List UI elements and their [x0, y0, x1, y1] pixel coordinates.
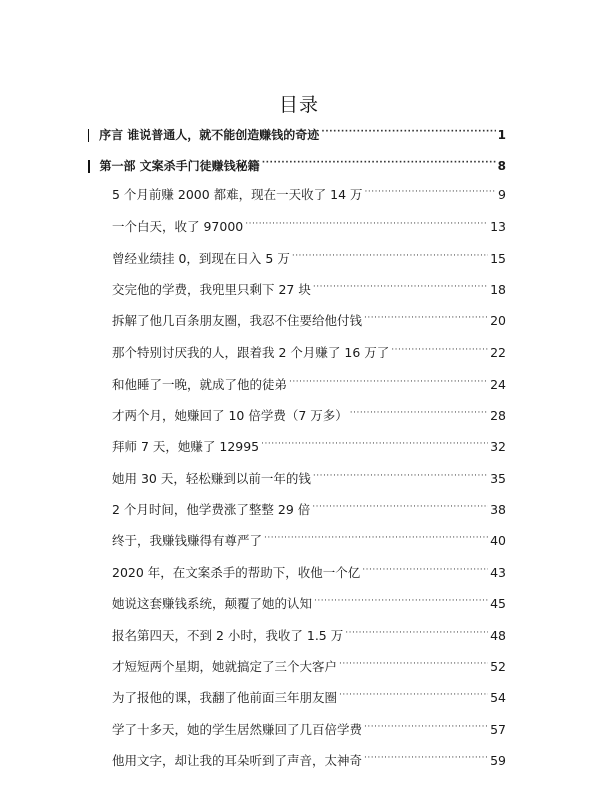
- toc-leader-dots: [321, 123, 495, 144]
- toc-page-number: 28: [490, 408, 506, 423]
- toc-leader-dots: [245, 215, 488, 236]
- toc-leader-dots: [364, 718, 488, 739]
- toc-part-preface[interactable]: [88, 126, 506, 144]
- toc-entry-label: 5 个月前赚 2000 都难，现在一天收了 14 万: [112, 187, 363, 202]
- toc-page-number: 9: [498, 187, 506, 202]
- toc-entry-label: 2020 年，在文案杀手的帮助下，收他一个亿: [112, 565, 361, 580]
- toc-chapter-entry[interactable]: [112, 721, 506, 739]
- toc-chapter-entry[interactable]: [112, 532, 506, 550]
- toc-leader-dots: [339, 655, 488, 676]
- toc-entry-label: 报名第四天，不到 2 小时，我收了 1.5 万: [112, 628, 344, 643]
- toc-page-number: 59: [490, 753, 506, 768]
- toc-entry-label: 他用文字，却让我的耳朵听到了声音，太神奇: [112, 753, 363, 768]
- toc-leader-dots: [314, 592, 488, 613]
- toc-chapter-entry[interactable]: [112, 595, 506, 613]
- toc-entry-label: 拜师 7 天，她赚了 12995: [112, 439, 260, 454]
- toc-page-number: 54: [490, 690, 506, 705]
- toc-leader-dots: [261, 435, 488, 456]
- toc-leader-dots: [289, 373, 488, 394]
- toc-leader-dots: [364, 309, 488, 330]
- toc-chapter-entry[interactable]: [112, 438, 506, 456]
- toc-leader-dots: [364, 749, 488, 770]
- toc-leader-dots: [312, 498, 488, 519]
- toc-chapter-entry[interactable]: [112, 344, 506, 362]
- toc-page-number: 22: [490, 345, 506, 360]
- toc-entry-label: 才短短两个星期，她就搞定了三个大客户: [112, 659, 338, 674]
- toc-chapter-entry[interactable]: [112, 564, 506, 582]
- toc-page-number: 13: [490, 219, 506, 234]
- toc-leader-dots: [313, 278, 488, 299]
- toc-page-number: 20: [490, 313, 506, 328]
- toc-entry-label: 那个特别讨厌我的人，跟着我 2 个月赚了 16 万了: [112, 345, 390, 360]
- toc-chapter-entry[interactable]: [112, 250, 506, 268]
- toc-part-one[interactable]: [88, 157, 506, 175]
- toc-page-number: 52: [490, 659, 506, 674]
- toc-entry-label: 她说这套赚钱系统，颠覆了她的认知: [112, 596, 313, 611]
- toc-page-number: 15: [490, 251, 506, 266]
- toc-chapter-entry[interactable]: [112, 186, 506, 204]
- toc-page-number: 24: [490, 377, 506, 392]
- toc-chapter-entry[interactable]: [112, 752, 506, 770]
- toc-leader-dots: [365, 183, 497, 204]
- toc-chapter-entry[interactable]: [112, 407, 506, 425]
- toc-leader-dots: [345, 624, 488, 645]
- toc-page-number: 35: [490, 471, 506, 486]
- toc-leader-dots: [339, 686, 488, 707]
- toc-entry-label: 终于，我赚钱赚得有尊严了: [112, 533, 263, 548]
- toc-entry-label: 一个白天，收了 97000: [112, 219, 244, 234]
- toc-page-number: 57: [490, 722, 506, 737]
- toc-entry-label: 交完他的学费，我兜里只剩下 27 块: [112, 282, 311, 297]
- toc-entry-label: 序言 谁说普通人，就不能创造赚钱的奇迹: [99, 128, 320, 142]
- toc-leader-dots: [362, 561, 488, 582]
- toc-entry-label: 第一部 文案杀手门徒赚钱秘籍: [99, 159, 260, 173]
- toc-leader-dots: [264, 529, 488, 550]
- toc-page-number: 43: [490, 565, 506, 580]
- toc-chapter-entry[interactable]: [112, 376, 506, 394]
- toc-page-number: 48: [490, 628, 506, 643]
- toc-chapter-entry[interactable]: [112, 627, 506, 645]
- toc-page-number: 38: [490, 502, 506, 517]
- toc-chapter-entry[interactable]: [112, 501, 506, 519]
- toc-page-number: 1: [497, 128, 506, 142]
- toc-entry-label: 她用 30 天，轻松赚到以前一年的钱: [112, 471, 311, 486]
- toc-leader-dots: [292, 247, 488, 268]
- toc-page-number: 40: [490, 533, 506, 548]
- toc-entry-label: 拆解了他几百条朋友圈，我忍不住要给他付钱: [112, 313, 363, 328]
- toc-leader-dots: [262, 154, 496, 175]
- toc-leader-dots: [391, 341, 488, 362]
- toc-chapter-entry[interactable]: [112, 470, 506, 488]
- toc-entry-label: 2 个月时间，他学费涨了整整 29 倍: [112, 502, 311, 517]
- toc-page-number: 45: [490, 596, 506, 611]
- toc-entry-label: 学了十多天，她的学生居然赚回了几百倍学费: [112, 722, 363, 737]
- toc-chapter-entry[interactable]: [112, 218, 506, 236]
- toc-chapter-entry[interactable]: [112, 658, 506, 676]
- toc-chapter-entry[interactable]: [112, 689, 506, 707]
- toc-page-number: 32: [490, 439, 506, 454]
- toc-chapter-entry[interactable]: [112, 281, 506, 299]
- toc-leader-dots: [350, 404, 488, 425]
- toc-entry-label: 为了报他的课，我翻了他前面三年朋友圈: [112, 690, 338, 705]
- page-title: 目录: [278, 94, 319, 116]
- section-bar-marker: [88, 160, 90, 173]
- section-bar-marker: [88, 129, 89, 142]
- toc-leader-dots: [313, 467, 488, 488]
- toc-entry-label: 才两个月，她赚回了 10 倍学费（7 万多）: [112, 408, 348, 423]
- toc-chapter-entry[interactable]: [112, 312, 506, 330]
- toc-entry-label: 曾经业绩挂 0，到现在日入 5 万: [112, 251, 290, 266]
- toc-entry-label: 和他睡了一晚，就成了他的徒弟: [112, 377, 288, 392]
- toc-page-number: 18: [490, 282, 506, 297]
- toc-page-number: 8: [497, 159, 506, 173]
